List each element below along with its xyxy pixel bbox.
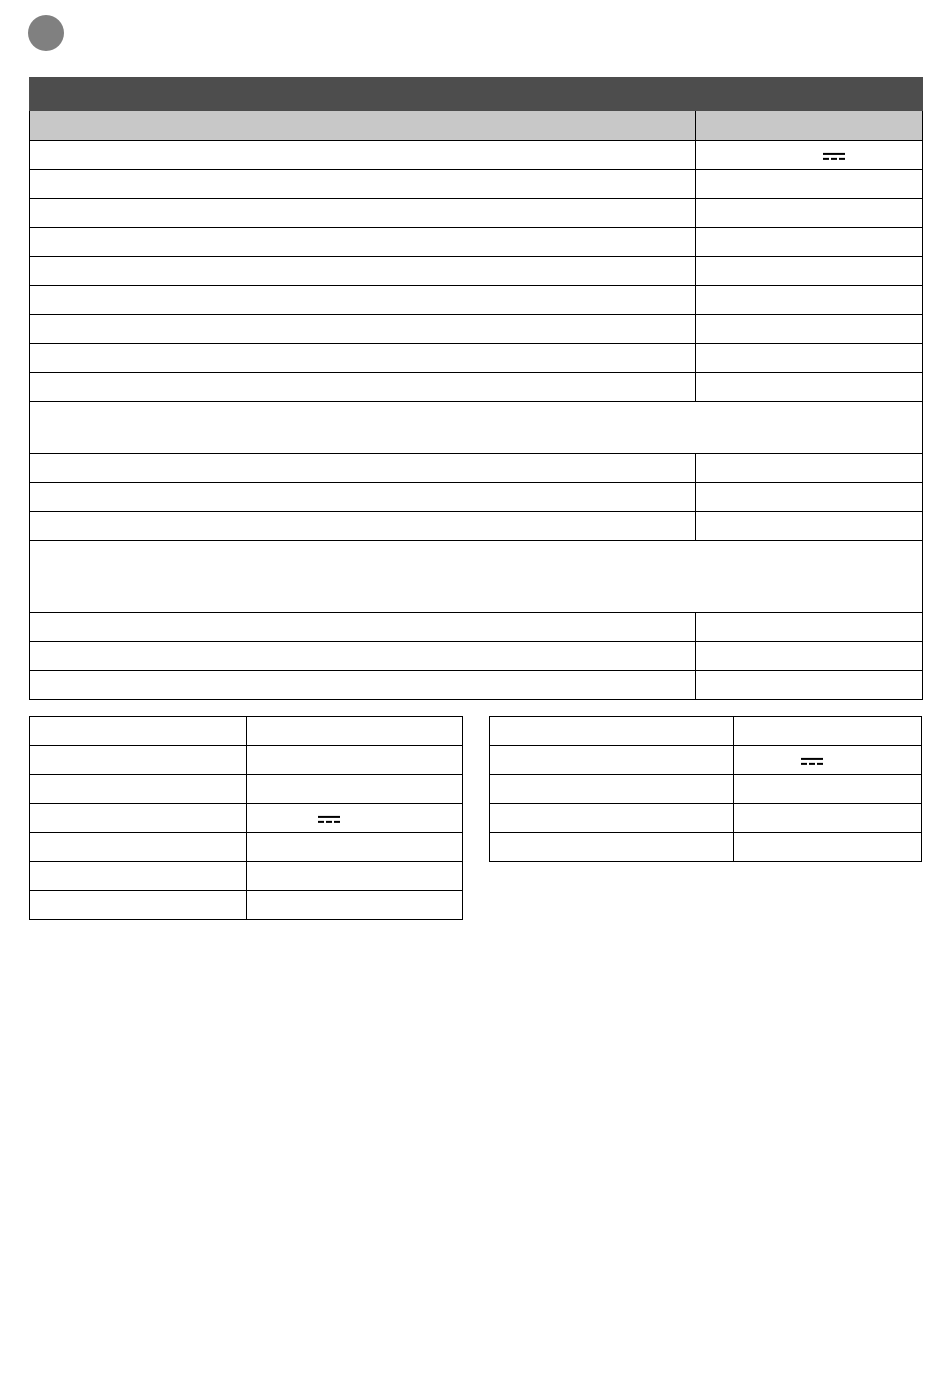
row-label [30,891,247,920]
section-note-cell [30,402,923,454]
table-row [30,257,923,286]
table-row [30,775,463,804]
row-label [30,613,696,642]
header-label-cell [30,111,696,141]
table-section-row [30,541,923,613]
header-value-cell [696,111,923,141]
row-value [247,775,463,804]
row-value [247,833,463,862]
row-value [734,775,922,804]
row-label [30,483,696,512]
row-label [30,454,696,483]
row-label [30,315,696,344]
table-row [30,891,463,920]
row-label [30,257,696,286]
row-label [30,344,696,373]
row-value [696,257,923,286]
section-note-cell [30,541,923,613]
row-value [734,717,922,746]
row-label [30,286,696,315]
table-row [30,833,463,862]
row-label [30,170,696,199]
row-value [696,671,923,700]
row-label [30,671,696,700]
row-label [30,642,696,671]
table-header-row [30,111,923,141]
table-row [30,671,923,700]
table-row [30,373,923,402]
table-title [30,78,923,111]
table-row [490,804,922,833]
row-value [696,141,923,170]
table-row [30,454,923,483]
table-row [30,512,923,541]
table-row [30,483,923,512]
left-spec-table [29,716,463,920]
row-label [30,862,247,891]
row-value [734,804,922,833]
dc-current-icon [801,758,823,765]
table-row [490,717,922,746]
table-row [30,717,463,746]
row-value [247,804,463,833]
table-row [30,746,463,775]
row-value [696,642,923,671]
page-number-badge-icon [28,15,64,51]
table-row [30,862,463,891]
row-label [490,746,734,775]
row-value [696,512,923,541]
row-label [490,717,734,746]
row-value [247,891,463,920]
row-value [696,315,923,344]
row-value [734,833,922,862]
dc-current-icon [823,153,845,160]
table-row [30,315,923,344]
row-value [696,454,923,483]
row-label [30,512,696,541]
row-value [696,228,923,257]
row-value [696,373,923,402]
row-value [734,746,922,775]
dc-current-icon [318,816,340,823]
table-section-row [30,402,923,454]
specifications-table [29,77,923,700]
row-value [247,862,463,891]
row-value [696,344,923,373]
row-label [30,199,696,228]
row-value [247,717,463,746]
row-value [247,746,463,775]
table-row [490,775,922,804]
row-label [30,746,247,775]
table-row [30,344,923,373]
table-title-row [30,78,923,111]
row-label [490,804,734,833]
row-value [696,170,923,199]
row-label [30,228,696,257]
table-row [30,286,923,315]
row-label [30,833,247,862]
row-label [30,804,247,833]
row-value [696,613,923,642]
table-row [490,746,922,775]
row-label [30,775,247,804]
table-row [490,833,922,862]
row-label [490,775,734,804]
row-label [30,373,696,402]
row-label [490,833,734,862]
row-label [30,717,247,746]
right-spec-table [489,716,922,862]
row-value [696,286,923,315]
table-row [30,804,463,833]
table-row [30,199,923,228]
table-row [30,141,923,170]
table-row [30,613,923,642]
row-value [696,199,923,228]
table-row [30,642,923,671]
row-label [30,141,696,170]
table-row [30,228,923,257]
row-value [696,483,923,512]
table-row [30,170,923,199]
